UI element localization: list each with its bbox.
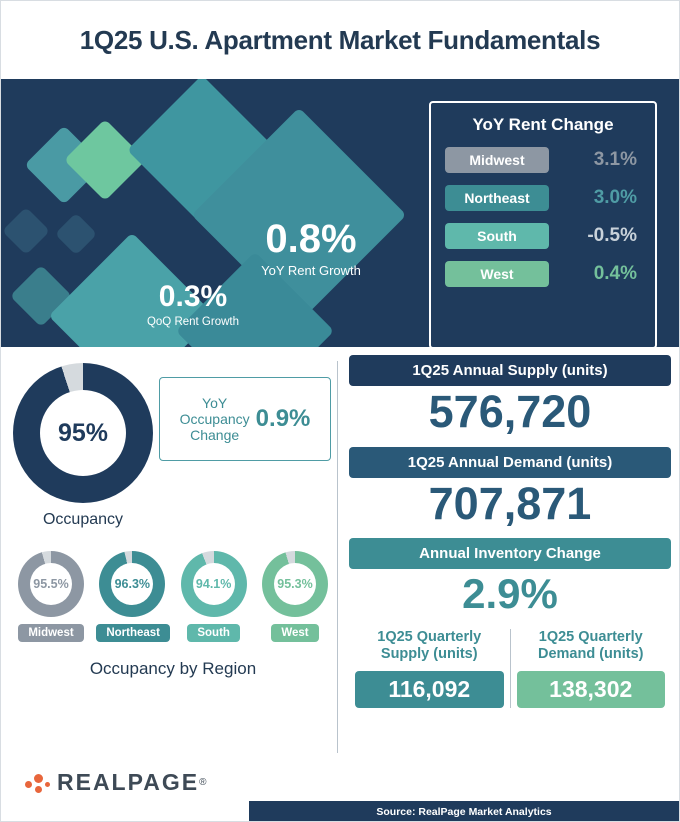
rent-value-south: -0.5% xyxy=(587,225,637,246)
occupancy-value-west: 95.3% xyxy=(274,563,316,605)
logo-trademark: ® xyxy=(199,777,207,788)
occupancy-value-northeast: 96.3% xyxy=(111,563,153,605)
region-label-west: West xyxy=(271,624,318,642)
occupancy-by-region-caption: Occupancy by Region xyxy=(89,659,257,678)
rent-row-midwest xyxy=(445,147,641,173)
occupancy-donut-wrap xyxy=(13,363,153,503)
annual-supply-banner: 1Q25 Annual Supply (units) xyxy=(349,355,671,386)
yoy-occupancy-change-box xyxy=(159,377,331,461)
quarterly-demand-title: 1Q25 Quarterly Demand (units) xyxy=(537,628,644,662)
yoy-occupancy-change-label xyxy=(180,395,256,443)
region-pill-northeast: Northeast xyxy=(445,185,549,211)
quarterly-supply-title: 1Q25 Quarterly Supply (units) xyxy=(377,628,482,662)
region-item-west xyxy=(259,551,331,642)
rent-value-west: 0.4% xyxy=(593,263,637,284)
region-item-northeast xyxy=(96,551,168,642)
logo-text: REALPAGE xyxy=(57,769,200,795)
source-note: Source: RealPage Market Analytics xyxy=(249,801,679,822)
hero-section xyxy=(1,79,679,347)
occupancy-donut-northeast xyxy=(99,551,165,617)
vertical-divider xyxy=(337,361,338,753)
qoq-rent-growth-bubble xyxy=(123,282,263,328)
region-pill-midwest: Midwest xyxy=(445,147,549,173)
region-donuts xyxy=(9,551,337,642)
header xyxy=(1,1,679,79)
occupancy-donut-value: 95% xyxy=(40,390,126,476)
yoy-rent-growth-bubble xyxy=(237,219,385,278)
occupancy-donut-west xyxy=(262,551,328,617)
stats-column xyxy=(349,355,671,708)
region-pill-west: West xyxy=(445,261,549,287)
region-label-south: South xyxy=(187,624,240,642)
realpage-logo xyxy=(25,769,206,796)
occupancy-value-midwest: 95.5% xyxy=(30,563,72,605)
region-item-south xyxy=(178,551,250,642)
decorative-diamond xyxy=(55,213,97,255)
occupancy-donut-south xyxy=(181,551,247,617)
region-label-northeast: Northeast xyxy=(96,624,170,642)
occupancy-block xyxy=(1,363,337,678)
footer xyxy=(1,769,679,822)
rent-value-midwest: 3.1% xyxy=(593,149,637,170)
logo-dots-icon xyxy=(25,771,51,795)
page-title: 1Q25 U.S. Apartment Market Fundamentals xyxy=(79,24,601,55)
yoy-occupancy-label-line2: Occupancy xyxy=(179,410,250,427)
annual-supply-value: 576,720 xyxy=(428,386,592,437)
yoy-occupancy-label-line3: Change xyxy=(190,427,240,444)
yoy-rent-growth-value: 0.8% xyxy=(265,217,357,261)
occupancy-value-south: 94.1% xyxy=(193,563,235,605)
occupancy-donut-midwest xyxy=(18,551,84,617)
quarterly-demand-block xyxy=(511,629,672,709)
rent-value-northeast: 3.0% xyxy=(593,187,637,208)
yoy-rent-change-title: YoY Rent Change xyxy=(472,115,614,134)
yoy-rent-change-panel xyxy=(429,101,657,347)
annual-inventory-change-banner: Annual Inventory Change xyxy=(349,538,671,569)
yoy-occupancy-label-line1: YoY xyxy=(202,394,228,411)
region-item-midwest xyxy=(15,551,87,642)
occupancy-caption: Occupancy xyxy=(42,511,124,528)
decorative-diamond xyxy=(2,207,50,255)
quarterly-row xyxy=(349,629,671,709)
yoy-occupancy-change-value: 0.9% xyxy=(255,405,311,432)
rent-row-northeast xyxy=(445,185,641,211)
occupancy-donut xyxy=(13,363,153,503)
annual-demand-banner: 1Q25 Annual Demand (units) xyxy=(349,447,671,478)
annual-inventory-change-value: 2.9% xyxy=(462,570,558,618)
yoy-rent-growth-label: YoY Rent Growth xyxy=(261,263,361,278)
rent-row-west xyxy=(445,261,641,287)
quarterly-demand-value: 138,302 xyxy=(517,671,666,708)
lower-section xyxy=(1,347,679,779)
annual-demand-value: 707,871 xyxy=(428,477,592,529)
region-label-midwest: Midwest xyxy=(18,624,83,642)
qoq-rent-growth-value: 0.3% xyxy=(158,280,228,313)
quarterly-supply-block xyxy=(349,629,511,709)
quarterly-supply-value: 116,092 xyxy=(355,671,504,708)
qoq-rent-growth-label: QoQ Rent Growth xyxy=(146,316,240,328)
rent-row-south xyxy=(445,223,641,249)
region-pill-south: South xyxy=(445,223,549,249)
